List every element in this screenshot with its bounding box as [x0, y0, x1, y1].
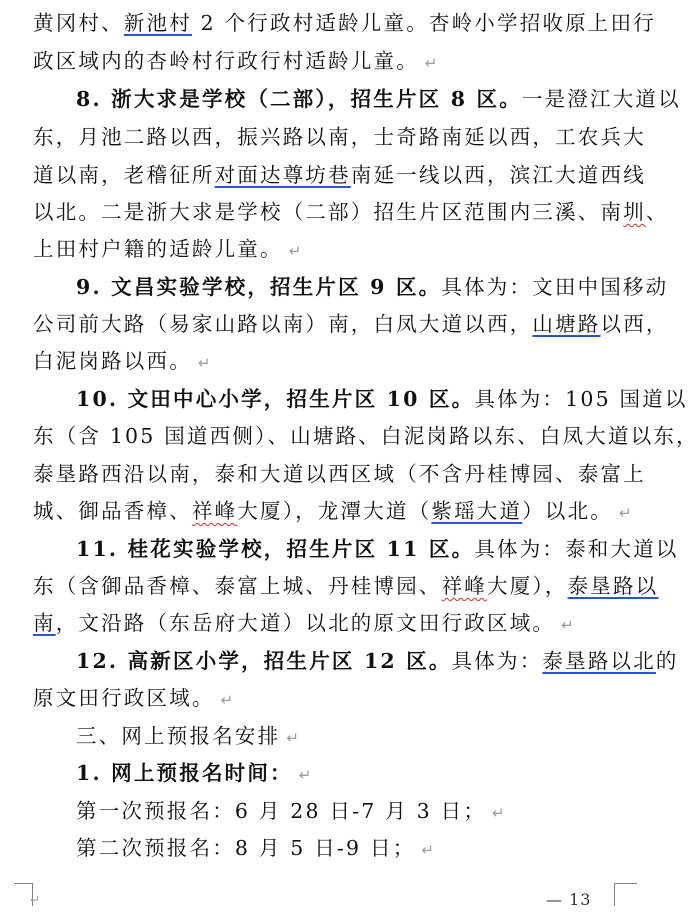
text-segment: 具体为：105 国道以: [474, 387, 688, 411]
text-segment: ，文沿路（东岳府大道）以北的原文田行政区域。: [55, 611, 556, 635]
text-line-19: [33, 679, 633, 717]
paragraph-mark: ↵: [561, 616, 574, 634]
text-segment: 南延一线以西，滨江大道西线: [350, 163, 646, 187]
text-segment: 泰垦路以: [567, 574, 659, 598]
text-segment: 东（含 105 国道西侧）、山塘路、白泥岗路以东、白凤大道以东，: [33, 424, 699, 448]
text-segment: 、: [645, 200, 669, 224]
paragraph-mark: ↵: [619, 504, 632, 522]
text-segment: 新池村: [123, 11, 192, 35]
text-line-13: [33, 455, 646, 493]
text-segment: 11. 桂花实验学校，招生片区 11 区。: [76, 537, 475, 561]
text-segment: 1. 网上预报名时间：: [76, 761, 293, 785]
text-line-5: [33, 156, 646, 194]
paragraph-mark: ↵: [288, 242, 302, 260]
text-segment: ）以北。: [522, 499, 613, 523]
text-line-12: [33, 417, 699, 455]
text-segment: 泰垦路西沿以南，泰和大道以西区域（不含丹桂博园、泰富上: [33, 462, 646, 486]
paragraph-mark: ↵: [492, 804, 505, 822]
text-line-21: [76, 754, 636, 792]
text-segment: 泰垦路以北: [542, 649, 656, 673]
text-segment: 第二次预报名：8 月 5 日-9 日；: [76, 836, 416, 860]
text-line-1: [33, 4, 656, 42]
text-segment: 道以南，老稽征所: [33, 163, 215, 187]
paragraph-mark: ↵: [197, 354, 211, 372]
text-line-8: [76, 268, 669, 306]
text-segment: 大厦），: [487, 574, 568, 598]
text-segment: 8. 浙大求是学校（二部），招生片区 8 区。: [76, 87, 522, 111]
text-line-3: [76, 80, 681, 118]
text-segment: 白泥岗路以西。: [33, 349, 192, 373]
text-segment: 2 个行政村适龄儿童。杏岭小学招收原上田行: [191, 11, 656, 35]
text-line-16: [33, 567, 659, 605]
text-segment: 三、网上预报名安排: [76, 724, 281, 748]
text-segment: 祥峰: [441, 574, 488, 598]
text-segment: 公司前大路（易家山路以南）南，白凤大道以西，: [33, 312, 533, 336]
text-segment: 9. 文昌实验学校，招生片区 9 区。: [76, 275, 442, 299]
text-segment: 南: [33, 611, 56, 635]
paragraph-mark: ↵: [298, 766, 312, 784]
text-line-15: [76, 530, 679, 568]
text-segment: 城、御品香樟、: [33, 499, 192, 523]
paragraph-mark: ↵: [286, 729, 299, 747]
text-segment: 12. 高新区小学，招生片区 12 区。: [76, 649, 452, 673]
text-line-2: [33, 42, 633, 80]
text-line-6: [33, 193, 669, 231]
text-line-23: [76, 829, 636, 867]
text-segment: 祥峰: [191, 499, 238, 523]
text-line-18: [76, 642, 679, 680]
text-line-20: [76, 717, 636, 755]
page-number: — 13: [546, 890, 592, 909]
text-line-4: [33, 118, 646, 156]
text-line-9: [33, 305, 669, 343]
text-segment: 圳: [623, 200, 646, 224]
text-segment: 大厦），龙潭大道（: [237, 499, 432, 523]
text-segment: 具体为：文田中国移动: [441, 275, 669, 299]
text-line-11: [76, 380, 688, 418]
text-segment: 第一次预报名：6 月 28 日-7 月 3 日；: [76, 799, 487, 823]
text-segment: 的: [655, 649, 679, 673]
paragraph-mark: ↵: [424, 54, 438, 72]
text-line-10: [33, 342, 633, 380]
text-segment: 以西，: [600, 312, 669, 336]
text-segment: 政区域内的杏岭村行政行村适龄儿童。: [33, 49, 419, 73]
paragraph-mark: ↵: [220, 691, 234, 709]
text-segment: 10. 文田中心小学，招生片区 10 区。: [76, 387, 475, 411]
text-segment: 山塘路: [532, 312, 601, 336]
text-line-14: [33, 492, 633, 530]
text-segment: 以北。二是浙大求是学校（二部）招生片区范围内三溪、南: [33, 200, 624, 224]
text-segment: 东，月池二路以西，振兴路以南，士奇路南延以西，工农兵大: [33, 125, 646, 149]
text-segment: 对面达尊坊巷: [214, 163, 351, 187]
text-segment: 原文田行政区域。: [33, 686, 215, 710]
text-segment: 具体为：泰和大道以: [474, 537, 679, 561]
text-segment: 东（含御品香樟、泰富上城、丹桂博园、: [33, 574, 442, 598]
text-line-17: [33, 604, 633, 642]
text-segment: 具体为：: [451, 649, 543, 673]
page-corner-mark-right: [614, 883, 637, 906]
text-line-7: [33, 230, 633, 268]
paragraph-mark: ↵: [30, 893, 41, 907]
text-segment: 一是澄江大道以: [521, 87, 681, 111]
paragraph-mark: ↵: [421, 841, 434, 859]
text-segment: 上田村户籍的适龄儿童。: [33, 237, 283, 261]
text-line-22: [76, 792, 636, 830]
text-segment: 黄冈村、: [33, 11, 124, 35]
text-segment: 紫瑶大道: [431, 499, 523, 523]
